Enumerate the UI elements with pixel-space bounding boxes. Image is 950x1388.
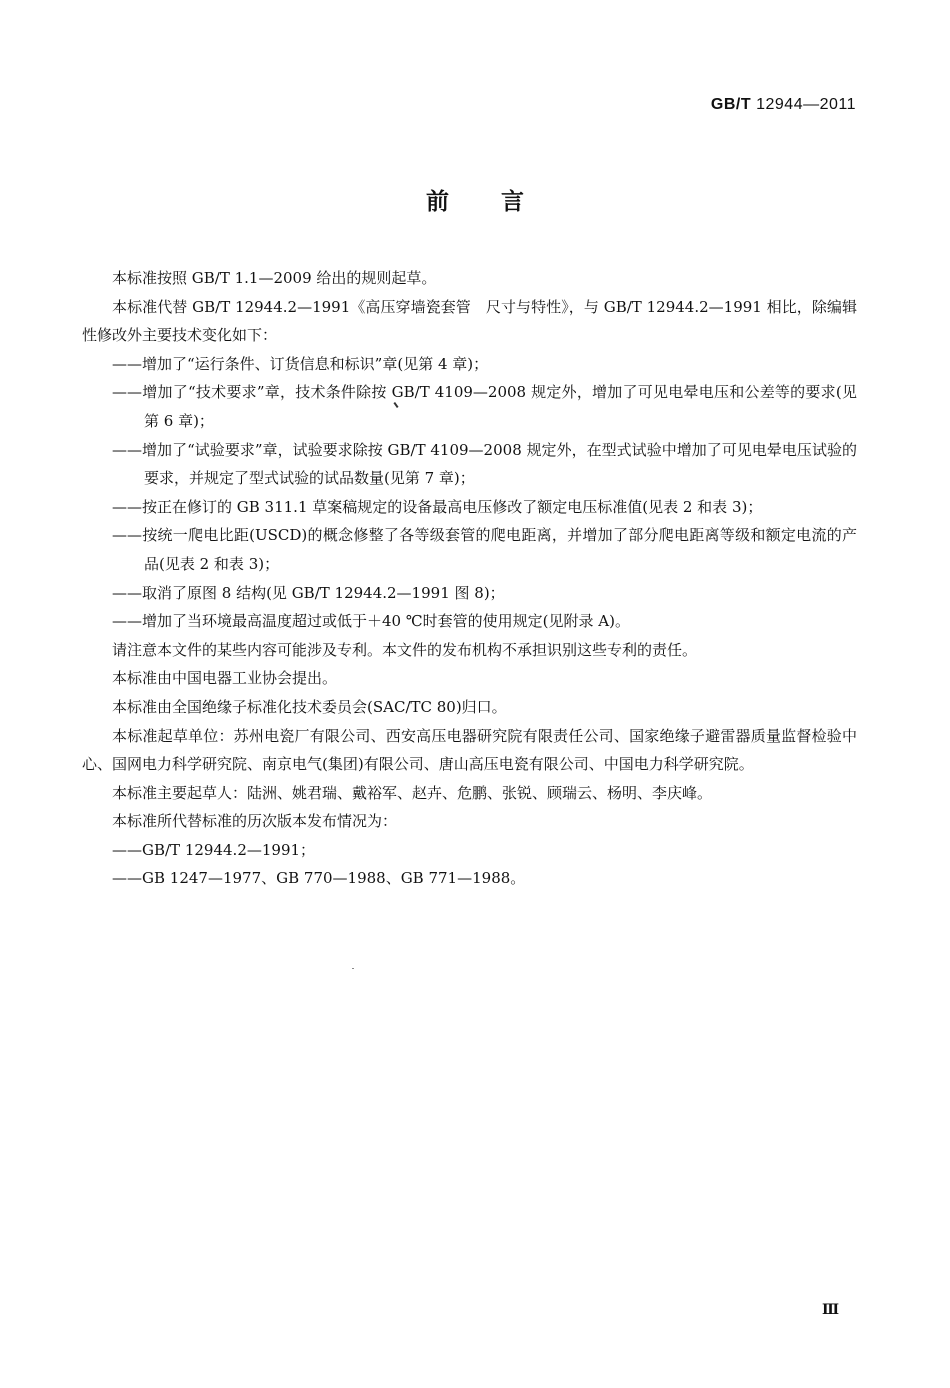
paragraph-patent-notice: 请注意本文件的某些内容可能涉及专利。本文件的发布机构不承担识别这些专利的责任。	[112, 640, 698, 659]
change-item: ——取消了原图 8 结构(见 GB/T 12944.2—1991 图 8)；	[112, 583, 505, 602]
paragraph-drafting-rules: 本标准按照 GB/T 1.1—2009 给出的规则起草。	[112, 269, 437, 287]
page-title: 前言	[426, 189, 576, 215]
paragraph-centralized-by: 本标准由全国绝缘子标准化技术委员会(SAC/TC 80)归口。	[112, 697, 507, 716]
change-item: ——按统一爬电比距(USCD)的概念修整了各等级套管的爬电距离，并增加了部分爬电距离等级和额定电流的产品(见表 2 和表 3)；	[112, 526, 857, 573]
change-item: ——增加了“技术要求”章，技术条件除按 GB/T 4109—2008 规定外，增加了可见电晕电压和公差等的要求(见第 6 章)；	[112, 383, 857, 430]
scan-artifact-dot	[352, 968, 354, 969]
change-item: ——增加了“试验要求”章，试验要求除按 GB/T 4109—2008 规定外，在型式试验中增加了可见电晕电压试验的要求，并规定了型式试验的试品数量(见第 7 章)；	[112, 440, 857, 488]
foreword-body	[82, 264, 857, 893]
change-item: ——增加了当环境最高温度超过或低于＋40 ℃时套管的使用规定(见附录 A)。	[112, 612, 630, 631]
previous-edition-item: ——GB/T 12944.2—1991；	[112, 840, 316, 859]
paragraph-drafters: 本标准主要起草人：陆洲、姚君瑞、戴裕军、赵卉、危鹏、张锐、顾瑞云、杨明、李庆峰。	[112, 783, 713, 802]
paragraph-previous-editions: 本标准所代替标准的历次版本发布情况为：	[112, 812, 398, 831]
standard-prefix: GB/T	[710, 96, 752, 113]
previous-edition-item: ——GB 1247—1977、GB 770—1988、GB 771—1988。	[112, 869, 526, 888]
paragraph-proposed-by: 本标准由中国电器工业协会提出。	[112, 669, 338, 688]
change-item: ——按正在修订的 GB 311.1 草案稿规定的设备最高电压修改了额定电压标准值(见表 2 和表 3)；	[112, 497, 763, 516]
standard-number: 12944—2011	[756, 96, 856, 113]
change-item: ——增加了“运行条件、订货信息和标识”章(见第 4 章)；	[112, 354, 489, 373]
paragraph-drafting-units: 本标准起草单位：苏州电瓷厂有限公司、西安高压电器研究院有限责任公司、国家绝缘子避雷器质量监督检验中心、国网电力科学研究院、南京电气(集团)有限公司、唐山高压电瓷有限公司、中国电力科学研究院。	[82, 726, 857, 774]
paragraph-replacement: 本标准代替 GB/T 12944.2—1991《高压穿墙瓷套管 尺寸与特性》，与 GB/T 12944.2—1991 相比，除编辑性修改外主要技术变化如下：	[82, 297, 857, 345]
page-number: Ⅲ	[822, 1302, 840, 1318]
standard-code	[711, 96, 856, 114]
